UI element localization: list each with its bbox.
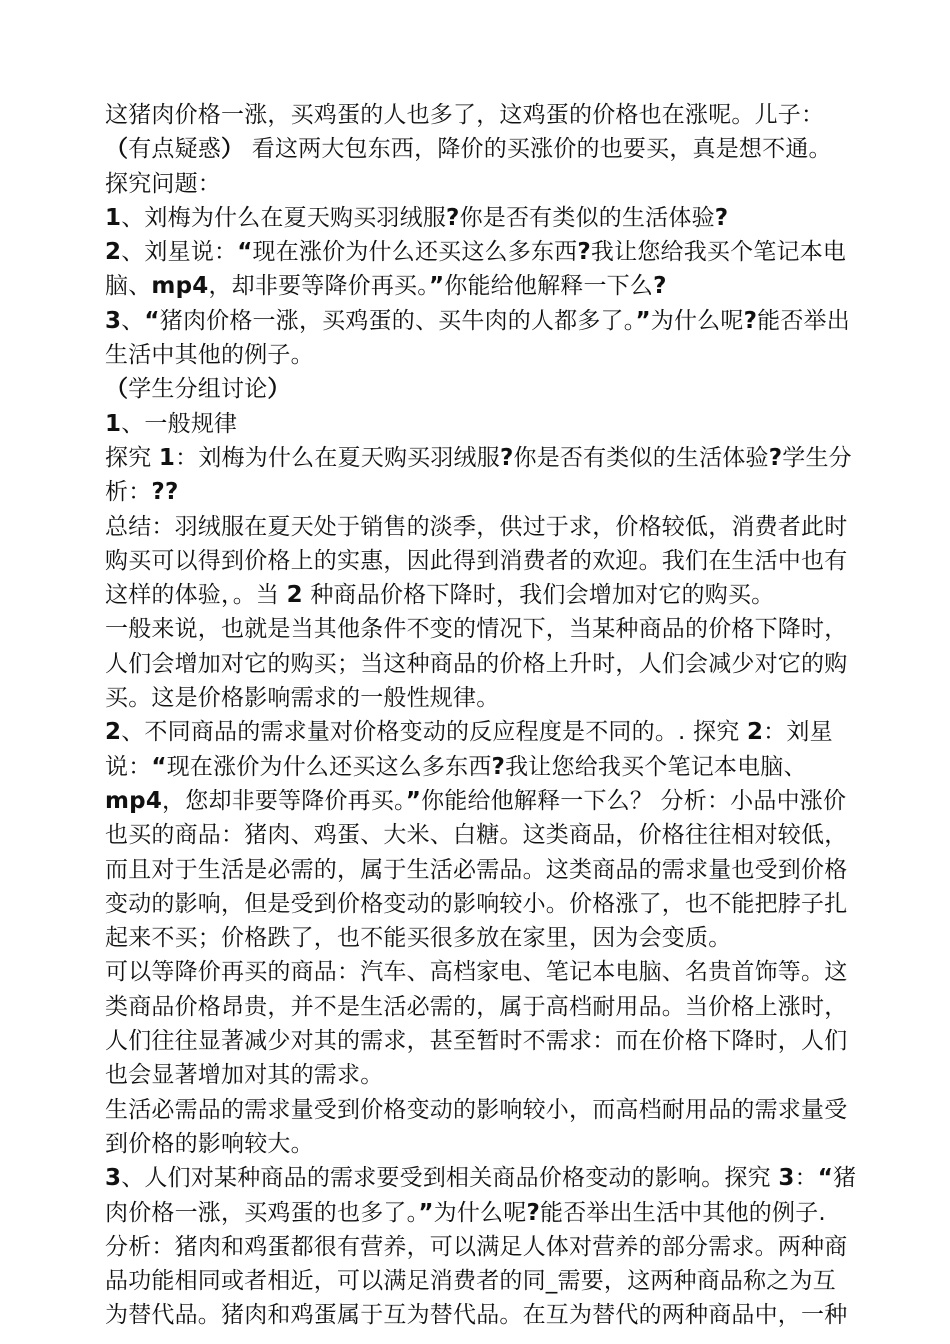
text-line: （学生分组讨论） bbox=[105, 376, 291, 403]
text-line: 这猪肉价格一涨，买鸡蛋的人也多了，这鸡蛋的价格也在涨呢。儿子： bbox=[105, 102, 825, 128]
text-line: 到价格的影响较大。 bbox=[105, 1130, 314, 1157]
text-line: mp4，您却非要等降价再买。”你能给他解释一下么？ 分析：小品中涨价 bbox=[105, 787, 847, 814]
text-line: 析：?? bbox=[105, 479, 179, 506]
text-line: 品功能相同或者相近，可以满足消费者的同_需要，这两种商品称之为互 bbox=[105, 1268, 836, 1295]
document-body bbox=[105, 98, 857, 1333]
text-line: 而且对于生活是必需的，属于生活必需品。这类商品的需求量也受到价格 bbox=[105, 856, 848, 883]
text-line: 类商品价格昂贵，并不是生活必需的，属于高档耐用品。当价格上涨时， bbox=[105, 993, 848, 1020]
text-line: 购买可以得到价格上的实惠，因此得到消费者的欢迎。我们在生活中也有 bbox=[105, 547, 848, 574]
text-line: （有点疑惑） 看这两大包东西，降价的买涨价的也要买，真是想不通。 bbox=[105, 136, 832, 163]
text-line: 2、刘星说：“现在涨价为什么还买这么多东西?我让您给我买个笔记本电 bbox=[105, 239, 847, 266]
text-line: 这样的体验，。当 2 种商品价格下降时，我们会增加对它的购买。 bbox=[105, 582, 775, 609]
text-line: 生活中其他的例子。 bbox=[105, 342, 314, 369]
text-line: 探究 1：刘梅为什么在夏天购买羽绒服?你是否有类似的生活体验?学生分 bbox=[105, 444, 852, 471]
text-line: 3、“猪肉价格一涨，买鸡蛋的、买牛肉的人都多了。”为什么呢?能否举出 bbox=[105, 307, 850, 334]
text-line: 买。这是价格影响需求的一般性规律。 bbox=[105, 685, 500, 712]
text-line: 肉价格一涨，买鸡蛋的也多了。”为什么呢?能否举出生活中其他的例子. bbox=[105, 1199, 826, 1226]
text-line: 分析：猪肉和鸡蛋都很有营养，可以满足人体对营养的部分需求。两种商 bbox=[105, 1233, 848, 1260]
text-line: 总结：羽绒服在夏天处于销售的淡季，供过于求，价格较低，消费者此时 bbox=[105, 513, 848, 540]
text-line: 也买的商品：猪肉、鸡蛋、大米、白糖。这类商品，价格往往相对较低， bbox=[105, 822, 848, 849]
text-line: 2、不同商品的需求量对价格变动的反应程度是不同的。. 探究 2：刘星 bbox=[105, 719, 833, 746]
text-line: 3、人们对某种商品的需求要受到相关商品价格变动的影响。探究 3：“猪 bbox=[105, 1165, 857, 1192]
text-line: 脑、mp4，却非要等降价再买。”你能给他解释一下么? bbox=[105, 273, 667, 300]
text-line: 1、一般规律 bbox=[105, 410, 238, 437]
text-line: 生活必需品的需求量受到价格变动的影响较小，而高档耐用品的需求量受 bbox=[105, 1096, 848, 1123]
text-line: 一般来说，也就是当其他条件不变的情况下，当某种商品的价格下降时， bbox=[105, 616, 848, 643]
text-line: 可以等降价再买的商品：汽车、高档家电、笔记本电脑、名贵首饰等。这 bbox=[105, 959, 848, 986]
text-line: 为替代品。猪肉和鸡蛋属于互为替代品。在互为替代的两种商品中，一种 bbox=[105, 1302, 848, 1329]
text-line: 说：“现在涨价为什么还买这么多东西?我让您给我买个笔记本电脑、 bbox=[105, 753, 807, 780]
text-line: 人们往往显著减少对其的需求，甚至暂时不需求：而在价格下降时，人们 bbox=[105, 1028, 848, 1055]
text-line: 起来不买；价格跌了，也不能买很多放在家里，因为会变质。 bbox=[105, 925, 732, 952]
text-line: 变动的影响，但是受到价格变动的影响较小。价格涨了，也不能把脖子扎 bbox=[105, 890, 848, 917]
text-line: 探究问题： bbox=[105, 170, 221, 197]
text-line: 也会显著增加对其的需求。 bbox=[105, 1062, 384, 1089]
text-line: 1、刘梅为什么在夏天购买羽绒服?你是否有类似的生活体验? bbox=[105, 204, 729, 231]
text-line: 人们会增加对它的购买；当这种商品的价格上升时，人们会减少对它的购 bbox=[105, 650, 848, 677]
